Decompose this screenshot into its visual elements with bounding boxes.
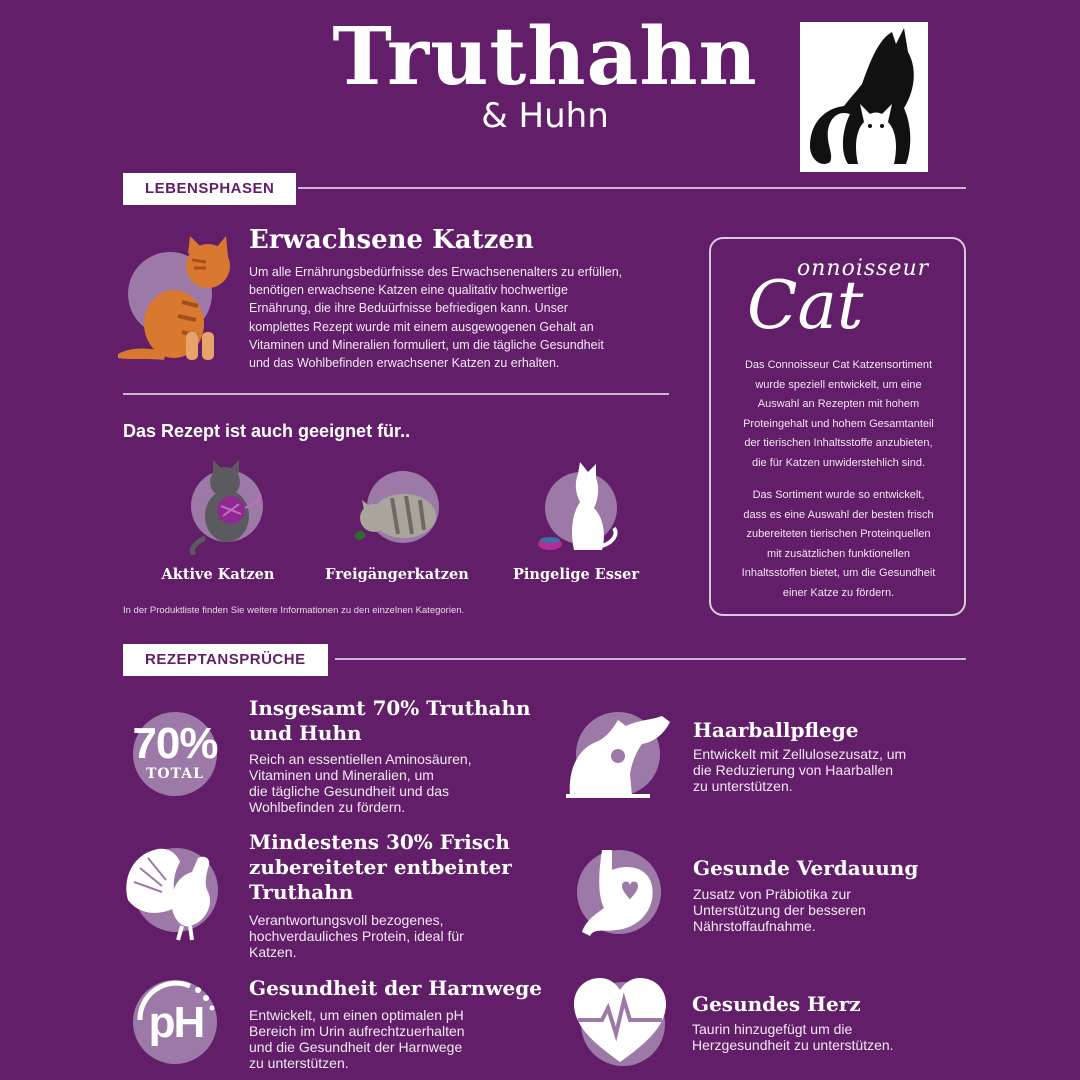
text-line: Verantwortungsvoll bezogenes, — [249, 912, 444, 928]
text-line: mit zusätzlichen funktionellen — [766, 547, 911, 560]
text-line: Zusatz von Präbiotika zur — [693, 886, 851, 902]
playing-cat-icon — [185, 460, 275, 555]
claim-text — [693, 746, 906, 794]
heart-pulse-icon — [572, 976, 668, 1066]
suitable-label: Freigängerkatzen — [325, 566, 469, 583]
claim-text — [693, 886, 866, 934]
title-line: Insgesamt 70% Truthahn — [249, 696, 531, 720]
text-line: die für Katzen unwiderstehlich sind. — [751, 456, 926, 469]
text-line: komplettes Rezept wurde mit einem ausgewogenen Gehalt an — [249, 319, 594, 334]
text-line: Taurin hinzugefügt um die — [692, 1021, 853, 1037]
claim-title — [249, 696, 531, 746]
suitable-label: Pingelige Esser — [513, 566, 639, 583]
suitable-label: Aktive Katzen — [161, 566, 275, 583]
claim-title — [249, 830, 512, 905]
page-title: Truthahn — [332, 9, 758, 103]
title-line: Haarballpflege — [693, 718, 859, 742]
section-label-lifestage: LEBENSPHASEN — [123, 173, 296, 205]
text-line: zu unterstützen. — [693, 778, 793, 794]
turkey-icon — [122, 846, 230, 942]
text-line: Herzgesundheit zu unterstützen. — [692, 1037, 894, 1053]
text-line: Reich an essentiellen Aminosäuren, — [249, 751, 472, 767]
text-line: Um alle Ernährungsbedürfnisse des Erwachsenenalters zu erfüllen, — [249, 265, 623, 279]
text-line: Das Sortiment wurde so entwickelt, — [752, 489, 925, 501]
stomach-icon — [580, 846, 670, 942]
tabby-cat-icon — [352, 478, 442, 544]
text-line: die tägliche Gesundheit und das — [249, 783, 450, 799]
suitable-footnote: In der Produktliste finden Sie weitere Informationen zu den einzelnen Kategorien. — [123, 605, 465, 616]
cat-silhouette-icon — [800, 22, 928, 172]
claim-text — [692, 1021, 894, 1053]
text-line: einer Katze zu fördern. — [782, 586, 895, 599]
picky-cat-icon — [534, 458, 624, 554]
cat-silhouette-logo — [800, 22, 928, 172]
text-line: zubereiteten tierischen Proteinquellen — [746, 528, 931, 541]
claim-title — [693, 718, 858, 743]
title-line: Gesundheit der Harnwege — [249, 976, 542, 1000]
lifestage-text — [249, 263, 689, 372]
text-line: Auswahl an Rezepten mit hohem — [757, 398, 920, 411]
total-label: TOTAL — [146, 766, 204, 782]
text-line: die Reduzierung von Haarballen — [693, 762, 894, 778]
percent-badge-icon: 70% — [132, 719, 218, 768]
logo-top-text: onnoisseur — [797, 256, 930, 281]
lifestage-heading: Erwachsene Katzen — [249, 225, 534, 255]
title-line: Mindestens 30% Frisch — [249, 830, 510, 854]
text-line: Entwickelt, um einen optimalen pH — [249, 1007, 464, 1023]
text-line: Das Connoisseur Cat Katzensortiment — [744, 359, 933, 371]
text-line: hochverdauliches Protein, ideal für — [249, 928, 464, 944]
text-line: Vitaminen und Mineralien, um — [249, 767, 434, 783]
text-line: Bereich im Urin aufrechtzuerhalten — [249, 1023, 465, 1039]
text-line: Proteingehalt und hohem Gesamtanteil — [743, 417, 934, 430]
claim-title — [692, 992, 861, 1017]
title-line: Gesunde Verdauung — [693, 856, 919, 880]
text-line: der tierischen Inhaltsstoffe anzubieten, — [744, 437, 933, 450]
suitable-heading: Das Rezept ist auch geeignet für.. — [123, 421, 411, 441]
text-line: und das Wohlbefinden erwachsener Katzen zu erhalten. — [249, 356, 560, 371]
title-line: zubereiteter entbeinter — [249, 855, 512, 879]
claim-text — [249, 751, 472, 815]
text-line: und die Gesundheit der Harnwege — [249, 1039, 463, 1055]
text-line: Ernährung, die ihre Beduürfnisse befriedigen kann. Unser — [249, 301, 568, 316]
section-divider — [335, 658, 966, 660]
ph-icon: pH — [148, 998, 204, 1047]
text-line: dass es eine Auswahl der besten frisch — [743, 508, 934, 521]
text-line: Entwickelt mit Zellulosezusatz, um — [693, 746, 907, 762]
section-label-claims: REZEPTANSPRÜCHE — [123, 644, 328, 676]
section-divider — [298, 187, 966, 189]
grooming-cat-icon — [566, 712, 676, 802]
logo-main-text: Cat — [747, 267, 864, 344]
section-divider — [123, 393, 669, 395]
claim-text — [249, 1007, 465, 1071]
brand-paragraph-1 — [722, 356, 955, 474]
text-line: Unterstützung der besseren — [693, 902, 866, 918]
claim-title — [693, 856, 918, 881]
text-line: Wohlbefinden zu fördern. — [249, 799, 406, 815]
text-line: zu unterstützen. — [249, 1055, 349, 1071]
claim-title — [249, 976, 542, 1001]
text-line: Vitaminen und Mineralien formuliert, um die tägliche Gesundheit — [249, 337, 604, 352]
text-line: Nährstoffaufnahme. — [693, 918, 816, 934]
text-line: Katzen. — [249, 944, 297, 960]
adult-cat-icon — [112, 232, 232, 364]
connoisseur-cat-logo — [745, 248, 935, 348]
title-line: Gesundes Herz — [692, 992, 861, 1016]
page-subtitle: & Huhn — [481, 96, 609, 136]
text-line: benötigen erwachsene Katzen eine qualitativ hochwertige — [249, 283, 568, 298]
title-line: und Huhn — [249, 721, 362, 745]
title-line: Truthahn — [249, 880, 354, 904]
text-line: Inhaltsstoffen bietet, um die Gesundheit — [741, 567, 936, 580]
brand-paragraph-2 — [722, 486, 955, 604]
text-line: wurde speziell entwickelt, um eine — [755, 378, 922, 391]
claim-text — [249, 912, 464, 960]
